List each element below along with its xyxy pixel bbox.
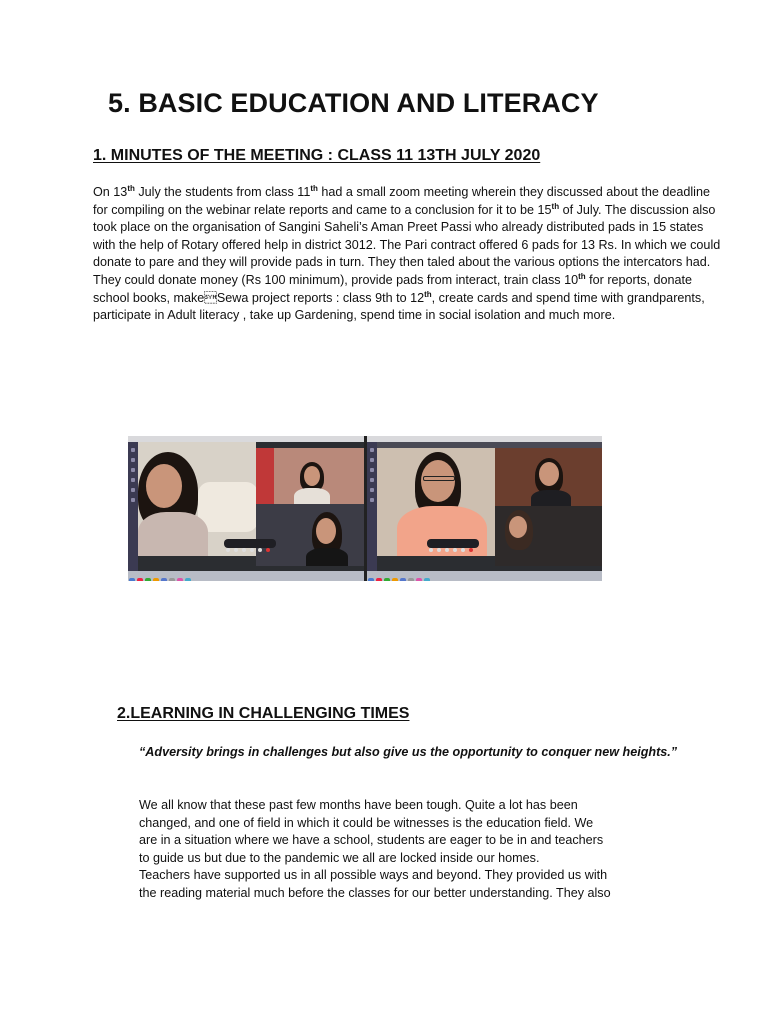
participant-tile: [495, 506, 603, 566]
ordinal-suffix: th: [127, 183, 135, 193]
adversity-quote: “Adversity brings in challenges but also give us the opportunity to conquer new heights.”: [139, 745, 678, 759]
end-call-icon: [469, 548, 473, 552]
camera-icon: [429, 548, 433, 552]
meeting-text: On 13: [93, 185, 128, 199]
meeting-text: July the students from class 11: [134, 185, 311, 199]
dock: [367, 571, 603, 581]
ordinal-suffix: th: [310, 183, 318, 193]
paragraph-line: the reading material much before the classes for our better understanding. They also: [139, 885, 611, 900]
call-controls: [224, 539, 276, 548]
meeting-text: had a small zoom meeting wherein they discussed about the deadline for compiling on the webinar relate reports and came to a conclusion for it to be 15: [93, 185, 710, 217]
section-1-paragraph: [93, 184, 721, 325]
dock: [128, 571, 364, 581]
paragraph-line: Teachers have supported us in all possible ways and beyond. They provided us with: [139, 868, 608, 883]
participant-tile: [256, 448, 364, 504]
app-sidebar: [367, 442, 377, 571]
paragraph-line: We all know that these past few months have been tough. Quite a lot has been: [139, 798, 578, 812]
section-1-heading: 1. MINUTES OF THE MEETING : CLASS 11 13TH JULY 2020: [93, 147, 541, 164]
meeting-screenshot-right: [367, 436, 603, 581]
app-sidebar: [128, 442, 138, 571]
ordinal-suffix: th: [424, 289, 432, 299]
paragraph-line: are in a situation where we have a school, students are eager to be in and teachers: [139, 833, 604, 848]
call-controls: [427, 539, 479, 548]
meeting-text: for reports, donate school books, makeSewa project reports : class 9th to 12: [93, 272, 693, 305]
section-2-heading: 2.LEARNING IN CHALLENGING TIMES: [117, 705, 410, 722]
participant-tile: [256, 504, 364, 566]
ordinal-suffix: th: [551, 201, 560, 211]
microphone-icon: [234, 548, 238, 552]
microphone-icon: [437, 548, 441, 552]
page-title: 5. BASIC EDUCATION AND LITERACY: [108, 88, 599, 118]
end-call-icon: [266, 548, 270, 552]
section-2-paragraph: [139, 797, 699, 903]
paragraph-line: to guide us but due to the pandemic we all are locked inside our homes.: [139, 850, 540, 865]
ordinal-suffix: th: [578, 271, 586, 281]
meeting-screenshot-left: [128, 436, 364, 581]
meeting-screenshots: [128, 436, 602, 581]
meeting-text: , create cards and spend time with grandparents, participate in Adult literacy , take up Gardening, spend time in social isolation and much more.: [93, 290, 705, 323]
paragraph-line: changed, and one of field in which it could be witnesses is the education field. We: [139, 815, 594, 830]
participant-tile: [495, 448, 603, 506]
meeting-text: of July. The discussion also took place on the organisation of Sangini Saheli’s Aman Preet Passi who already distributed pads in 15 states with the help of Rotary offered help in district 3012. The Pari contract offered 6 pads for 13 Rs. In which we could donate to pare and they will provide pads in turn. They then taled about the various options the intercators had. They could donate money (Rs 100 minimum), provide pads from interact, train class 10: [93, 202, 721, 287]
camera-icon: [226, 548, 230, 552]
